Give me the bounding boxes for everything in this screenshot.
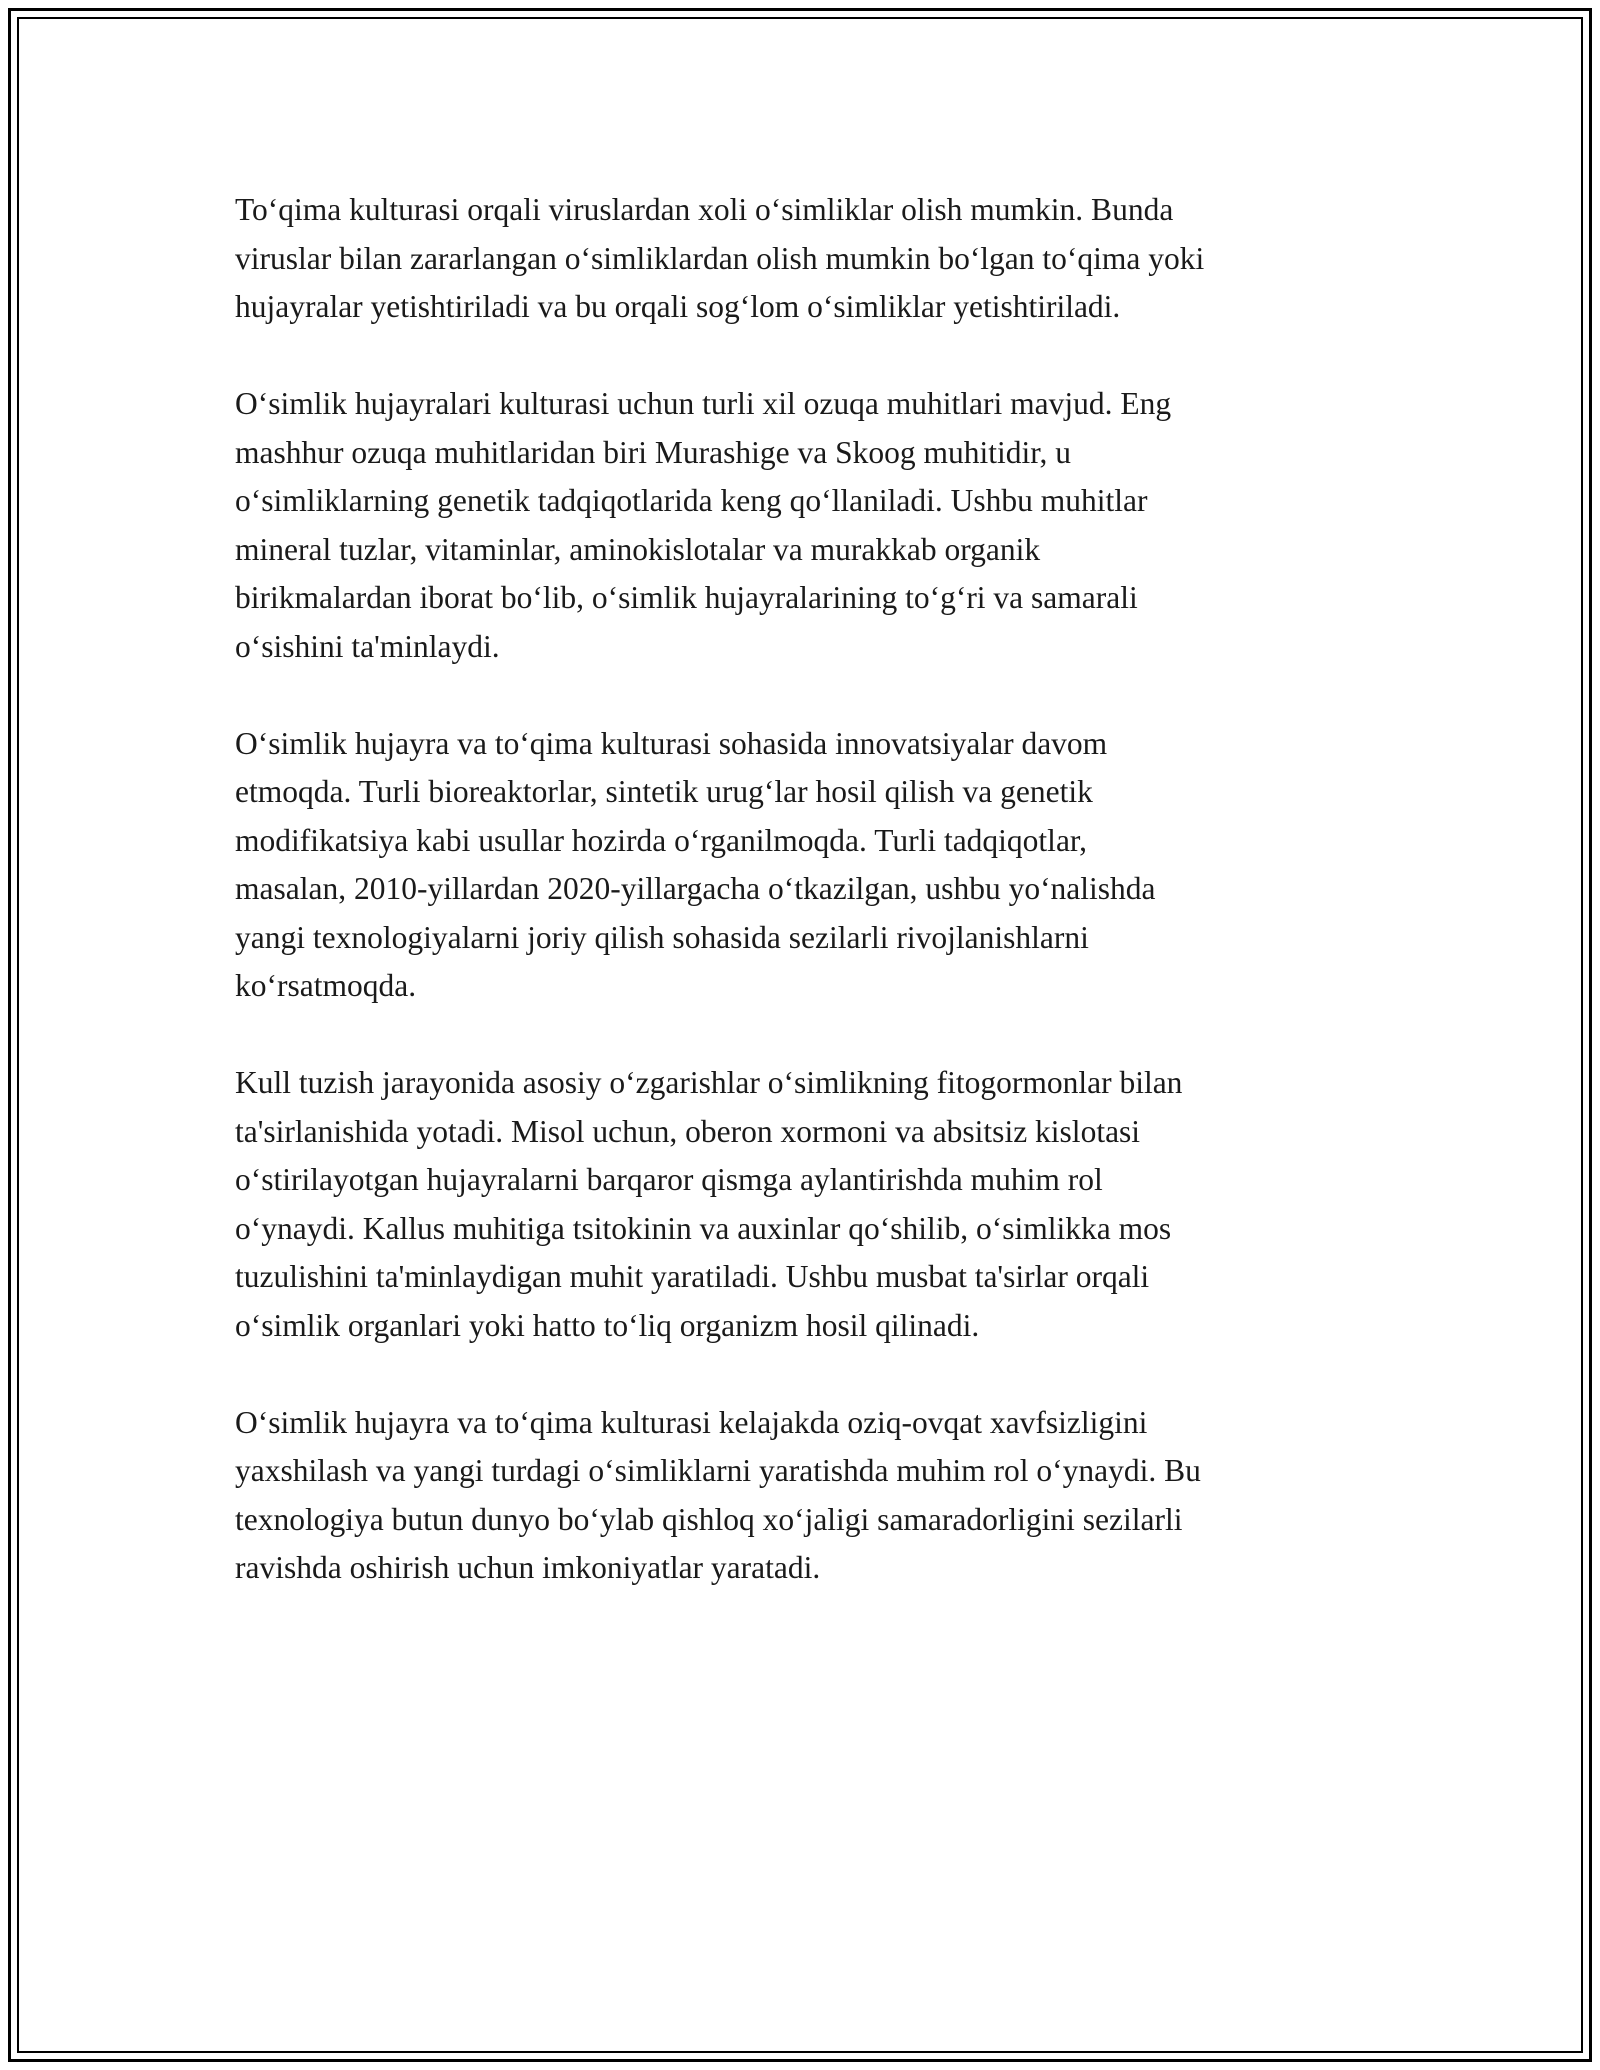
text-line: o‘stirilayotgan hujayralarni barqaror qismga aylantirishda muhim rol	[235, 1162, 1103, 1197]
document-body	[235, 186, 1375, 1593]
text-line: ko‘rsatmoqda.	[235, 968, 417, 1003]
text-line: O‘simlik hujayra va to‘qima kulturasi kelajakda oziq-ovqat xavfsizligini	[235, 1404, 1148, 1440]
paragraph-2	[235, 380, 1375, 671]
text-line: O‘simlik hujayralari kulturasi uchun turli xil ozuqa muhitlari mavjud. Eng	[235, 386, 1172, 421]
text-line: o‘simliklarning genetik tadqiqotlarida keng qo‘llaniladi. Ushbu muhitlar	[235, 483, 1148, 518]
text-line: ta'sirlanishida yotadi. Misol uchun, oberon xormoni va absitsiz kislotasi	[235, 1113, 1141, 1149]
text-line: o‘simlik organlari yoki hatto to‘liq organizm hosil qilinadi.	[235, 1307, 980, 1343]
text-line: mashhur ozuqa muhitlaridan biri Murashige va Skoog muhitidir, u	[235, 434, 1071, 470]
text-line: ravishda oshirish uchun imkoniyatlar yaratadi.	[235, 1550, 821, 1585]
text-line: O‘simlik hujayra va to‘qima kulturasi sohasida innovatsiyalar davom	[235, 725, 1108, 761]
paragraph-1	[235, 186, 1375, 332]
text-line: modifikatsiya kabi usullar hozirda o‘rganilmoqda. Turli tadqiqotlar,	[235, 822, 1088, 858]
text-line: birikmalardan iborat bo‘lib, o‘simlik hujayralarining to‘g‘ri va samarali	[235, 580, 1138, 615]
text-line: masalan, 2010-yillardan 2020-yillargacha o‘tkazilgan, ushbu yo‘nalishda	[235, 871, 1156, 906]
text-line: To‘qima kulturasi orqali viruslardan xoli o‘simliklar olish mumkin. Bunda	[235, 192, 1174, 227]
text-line: hujayralar yetishtiriladi va bu orqali sog‘lom o‘simliklar yetishtiriladi.	[235, 289, 1121, 324]
text-line: viruslar bilan zararlangan o‘simliklardan olish mumkin bo‘lgan to‘qima yoki	[235, 240, 1205, 276]
text-line: yaxshilash va yangi turdagi o‘simliklarni yaratishda muhim rol o‘ynaydi. Bu	[235, 1453, 1201, 1488]
text-line: tuzulishini ta'minlaydigan muhit yaratiladi. Ushbu musbat ta'sirlar orqali	[235, 1259, 1150, 1294]
paragraph-5	[235, 1399, 1375, 1593]
paragraph-3	[235, 720, 1375, 1011]
text-line: yangi texnologiyalarni joriy qilish sohasida sezilarli rivojlanishlarni	[235, 919, 1089, 955]
text-line: texnologiya butun dunyo bo‘ylab qishloq xo‘jaligi samaradorligini sezilarli	[235, 1501, 1183, 1537]
text-line: mineral tuzlar, vitaminlar, aminokislotalar va murakkab organik	[235, 531, 1041, 567]
text-line: Kull tuzish jarayonida asosiy o‘zgarishlar o‘simlikning fitogormonlar bilan	[235, 1065, 1183, 1100]
text-line: etmoqda. Turli bioreaktorlar, sintetik urug‘lar hosil qilish va genetik	[235, 774, 1093, 809]
text-line: o‘ynaydi. Kallus muhitiga tsitokinin va auxinlar qo‘shilib, o‘simlikka mos	[235, 1210, 1172, 1246]
paragraph-4	[235, 1059, 1375, 1350]
text-line: o‘sishini ta'minlaydi.	[235, 628, 500, 664]
